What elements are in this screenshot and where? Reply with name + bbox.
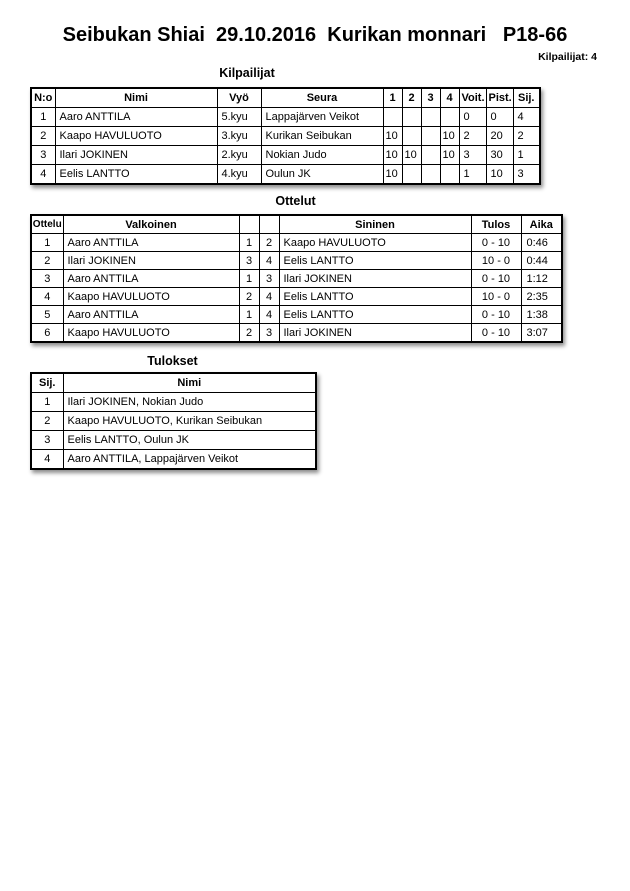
cell-score-1 — [383, 108, 402, 127]
table-row — [31, 450, 316, 470]
cell-blue-number: 4 — [259, 306, 279, 324]
table-row — [31, 146, 540, 165]
table-row — [31, 165, 540, 185]
table-row — [31, 108, 540, 127]
heading-tulokset: Tulokset — [147, 354, 198, 368]
cell-voit: 0 — [459, 108, 486, 127]
cell-pist: 30 — [486, 146, 513, 165]
cell-match-no: 4 — [31, 288, 63, 306]
cell-score-1: 10 — [383, 165, 402, 185]
cell-pist: 20 — [486, 127, 513, 146]
cell-vyo: 5.kyu — [217, 108, 261, 127]
cell-white-number: 1 — [239, 270, 259, 288]
column-header-blue-number — [259, 215, 279, 234]
cell-match-no: 6 — [31, 324, 63, 343]
column-header-match-1: 1 — [383, 88, 402, 108]
cell-blue-number: 4 — [259, 252, 279, 270]
cell-score-2: 10 — [402, 146, 421, 165]
cell-no: 4 — [31, 165, 55, 185]
cell-blue-number: 3 — [259, 270, 279, 288]
cell-white-name: Aaro ANTTILA — [63, 306, 239, 324]
cell-vyo: 2.kyu — [217, 146, 261, 165]
column-header-seura: Seura — [261, 88, 383, 108]
cell-time: 1:38 — [521, 306, 562, 324]
cell-result: 0 - 10 — [471, 234, 521, 252]
cell-nimi: Aaro ANTTILA — [55, 108, 217, 127]
cell-result: 0 - 10 — [471, 270, 521, 288]
cell-white-number: 1 — [239, 306, 259, 324]
column-header-valkoinen: Valkoinen — [63, 215, 239, 234]
matches-table — [30, 214, 563, 343]
column-header-match-3: 3 — [421, 88, 440, 108]
cell-nimi: Eelis LANTTO — [55, 165, 217, 185]
cell-vyo: 4.kyu — [217, 165, 261, 185]
cell-white-name: Aaro ANTTILA — [63, 234, 239, 252]
cell-blue-name: Kaapo HAVULUOTO — [279, 234, 471, 252]
cell-score-2 — [402, 127, 421, 146]
cell-nimi: Kaapo HAVULUOTO — [55, 127, 217, 146]
cell-voit: 2 — [459, 127, 486, 146]
cell-seura: Oulun JK — [261, 165, 383, 185]
cell-score-2 — [402, 165, 421, 185]
cell-name: Ilari JOKINEN, Nokian Judo — [63, 393, 316, 412]
cell-voit: 1 — [459, 165, 486, 185]
column-header-nimi: Nimi — [63, 373, 316, 393]
cell-result: 0 - 10 — [471, 324, 521, 343]
cell-voit: 3 — [459, 146, 486, 165]
cell-sij: 4 — [513, 108, 540, 127]
cell-time: 0:46 — [521, 234, 562, 252]
cell-score-3 — [421, 146, 440, 165]
cell-score-3 — [421, 108, 440, 127]
page-title: Seibukan Shiai 29.10.2016 Kurikan monnari P18-66 — [62, 24, 568, 46]
cell-name: Kaapo HAVULUOTO, Kurikan Seibukan — [63, 412, 316, 431]
column-header-voit: Voit. — [459, 88, 486, 108]
table-row — [31, 127, 540, 146]
cell-score-4: 10 — [440, 146, 459, 165]
cell-white-name: Kaapo HAVULUOTO — [63, 324, 239, 343]
participants-count: Kilpailijat: 4 — [538, 51, 597, 63]
cell-match-no: 1 — [31, 234, 63, 252]
table-row — [31, 270, 562, 288]
column-header-tulos: Tulos — [471, 215, 521, 234]
cell-blue-name: Ilari JOKINEN — [279, 324, 471, 343]
cell-score-4 — [440, 108, 459, 127]
column-header-white-number — [239, 215, 259, 234]
cell-rank: 1 — [31, 393, 63, 412]
cell-result: 10 - 0 — [471, 252, 521, 270]
cell-match-no: 5 — [31, 306, 63, 324]
cell-blue-number: 2 — [259, 234, 279, 252]
cell-blue-name: Ilari JOKINEN — [279, 270, 471, 288]
cell-time: 1:12 — [521, 270, 562, 288]
cell-pist: 10 — [486, 165, 513, 185]
cell-white-number: 2 — [239, 288, 259, 306]
cell-match-no: 2 — [31, 252, 63, 270]
cell-seura: Nokian Judo — [261, 146, 383, 165]
cell-vyo: 3.kyu — [217, 127, 261, 146]
cell-score-4: 10 — [440, 127, 459, 146]
cell-score-1: 10 — [383, 127, 402, 146]
cell-no: 3 — [31, 146, 55, 165]
cell-blue-number: 3 — [259, 324, 279, 343]
cell-nimi: Ilari JOKINEN — [55, 146, 217, 165]
heading-kilpailijat: Kilpailijat — [219, 66, 275, 80]
column-header-nimi: Nimi — [55, 88, 217, 108]
cell-sij: 2 — [513, 127, 540, 146]
cell-rank: 2 — [31, 412, 63, 431]
cell-seura: Kurikan Seibukan — [261, 127, 383, 146]
table-row — [31, 252, 562, 270]
column-header-vyo: Vyö — [217, 88, 261, 108]
competitors-table — [30, 87, 541, 185]
heading-ottelut: Ottelut — [275, 194, 316, 208]
table-row — [31, 324, 562, 343]
table-header-row — [31, 373, 316, 393]
cell-seura: Lappajärven Veikot — [261, 108, 383, 127]
cell-no: 2 — [31, 127, 55, 146]
cell-white-number: 1 — [239, 234, 259, 252]
cell-white-name: Aaro ANTTILA — [63, 270, 239, 288]
cell-sij: 1 — [513, 146, 540, 165]
table-row — [31, 306, 562, 324]
cell-white-number: 3 — [239, 252, 259, 270]
cell-name: Aaro ANTTILA, Lappajärven Veikot — [63, 450, 316, 470]
column-header-match-4: 4 — [440, 88, 459, 108]
table-row — [31, 234, 562, 252]
table-row — [31, 412, 316, 431]
cell-blue-name: Eelis LANTTO — [279, 306, 471, 324]
cell-rank: 3 — [31, 431, 63, 450]
column-header-aika: Aika — [521, 215, 562, 234]
table-row — [31, 288, 562, 306]
cell-match-no: 3 — [31, 270, 63, 288]
table-row — [31, 431, 316, 450]
column-header-no: N:o — [31, 88, 55, 108]
cell-rank: 4 — [31, 450, 63, 470]
cell-blue-name: Eelis LANTTO — [279, 288, 471, 306]
cell-white-name: Kaapo HAVULUOTO — [63, 288, 239, 306]
cell-white-number: 2 — [239, 324, 259, 343]
cell-score-2 — [402, 108, 421, 127]
column-header-match-2: 2 — [402, 88, 421, 108]
column-header-sininen: Sininen — [279, 215, 471, 234]
column-header-sij: Sij. — [31, 373, 63, 393]
cell-score-3 — [421, 127, 440, 146]
cell-name: Eelis LANTTO, Oulun JK — [63, 431, 316, 450]
column-header-ottelu: Ottelu — [31, 215, 63, 234]
table-header-row — [31, 88, 540, 108]
cell-score-3 — [421, 165, 440, 185]
cell-pist: 0 — [486, 108, 513, 127]
column-header-sij: Sij. — [513, 88, 540, 108]
cell-time: 3:07 — [521, 324, 562, 343]
cell-result: 10 - 0 — [471, 288, 521, 306]
column-header-pist: Pist. — [486, 88, 513, 108]
cell-result: 0 - 10 — [471, 306, 521, 324]
cell-white-name: Ilari JOKINEN — [63, 252, 239, 270]
cell-sij: 3 — [513, 165, 540, 185]
table-header-row — [31, 215, 562, 234]
cell-score-4 — [440, 165, 459, 185]
cell-blue-name: Eelis LANTTO — [279, 252, 471, 270]
cell-score-1: 10 — [383, 146, 402, 165]
cell-no: 1 — [31, 108, 55, 127]
results-table — [30, 372, 317, 470]
table-row — [31, 393, 316, 412]
cell-blue-number: 4 — [259, 288, 279, 306]
cell-time: 2:35 — [521, 288, 562, 306]
cell-time: 0:44 — [521, 252, 562, 270]
